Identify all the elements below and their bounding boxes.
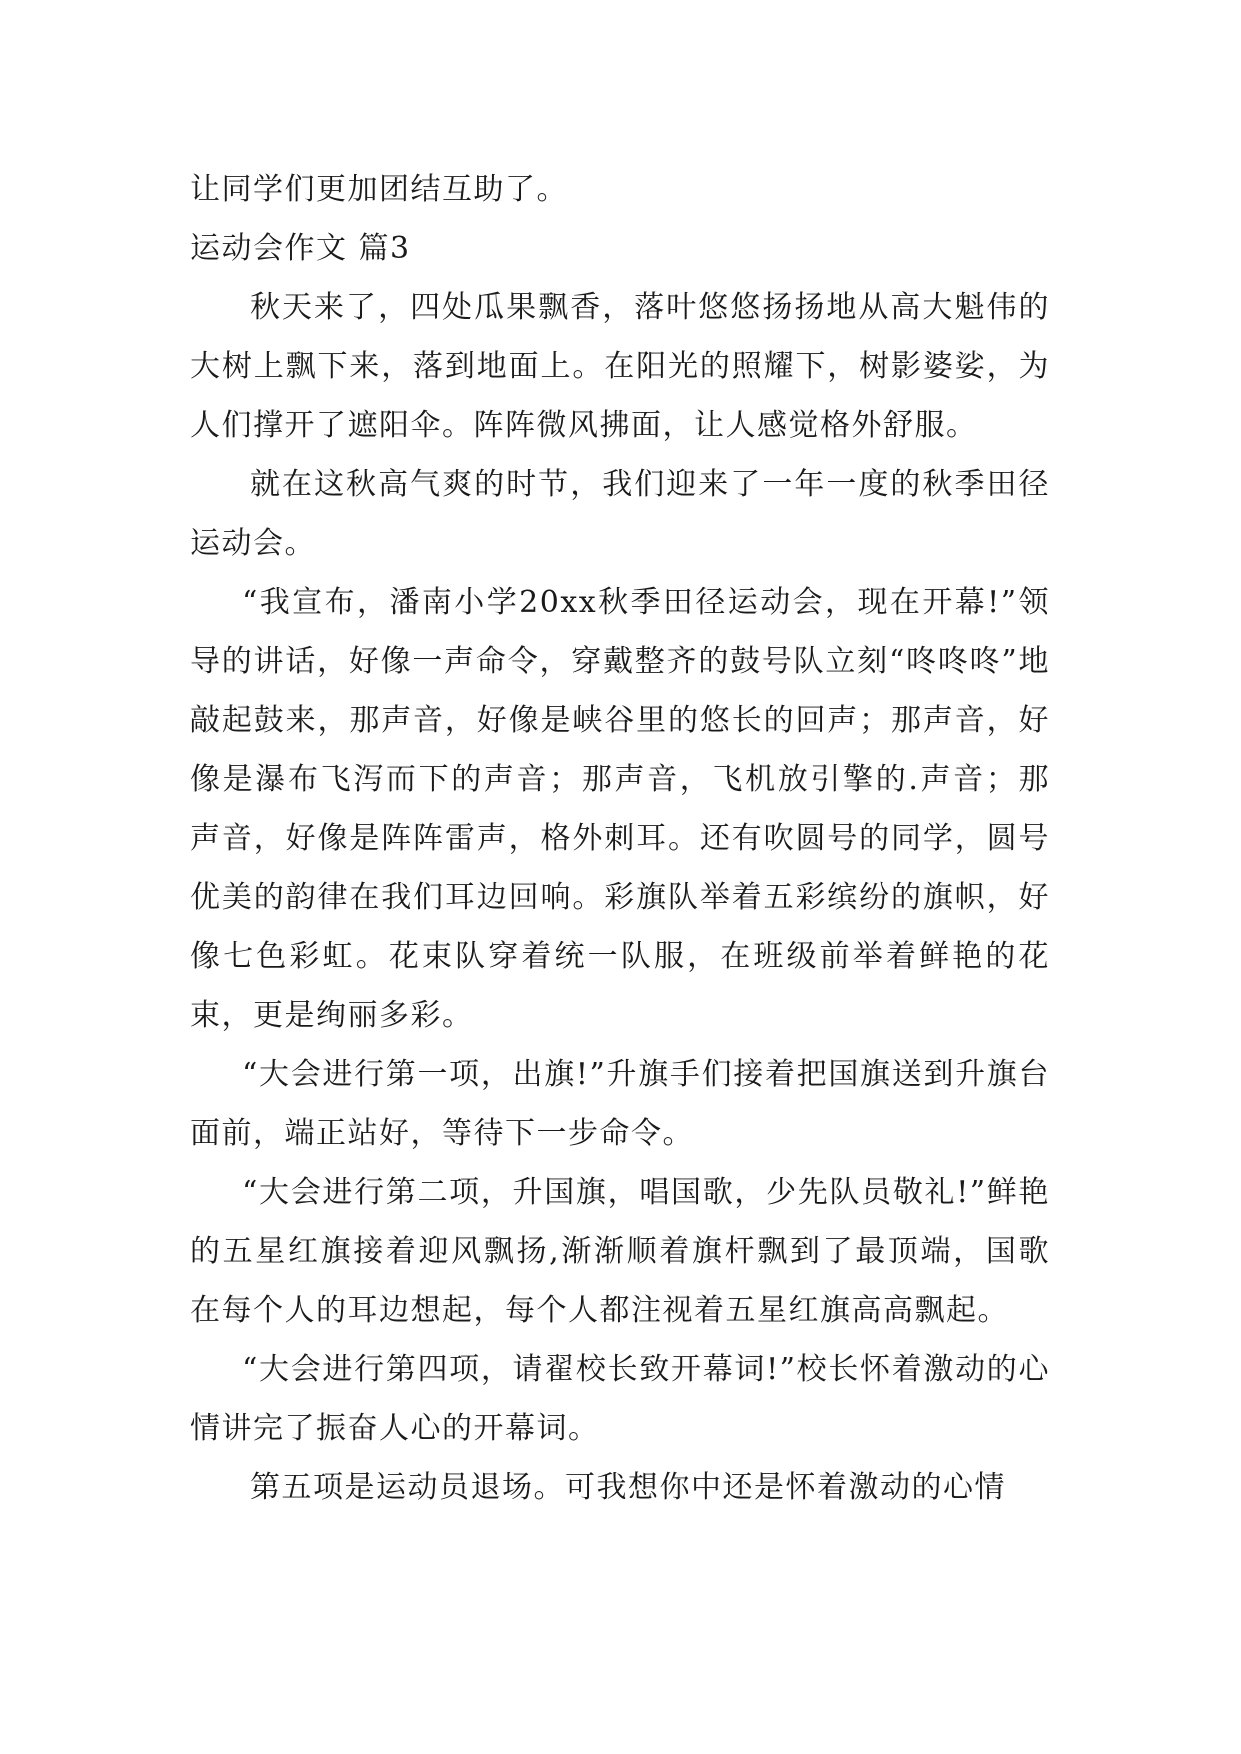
essay-heading: 运动会作文 篇3 (190, 231, 411, 266)
paragraph-sports-meet: 就在这秋高气爽的时节，我们迎来了一年一度的秋季田径运动会。 (190, 467, 1050, 561)
paragraph-continuation: 让同学们更加团结互助了。 (190, 172, 568, 207)
article-body (190, 160, 1050, 1517)
paragraph-flag-out: “大会进行第一项，出旗!”升旗手们接着把国旗送到升旗台面前，端正站好，等待下一步命令。 (190, 1057, 1050, 1151)
paragraph-athletes-exit: 第五项是运动员退场。可我想你中还是怀着激动的心情 (250, 1470, 1006, 1505)
paragraph-principal-speech: “大会进行第四项，请翟校长致开幕词!”校长怀着激动的心情讲完了振奋人心的开幕词。 (190, 1352, 1050, 1446)
paragraph-autumn: 秋天来了，四处瓜果飘香，落叶悠悠扬扬地从高大魁伟的大树上飘下来，落到地面上。在阳光的照耀下，树影婆娑，为人们撑开了遮阳伞。阵阵微风拂面，让人感觉格外舒服。 (190, 290, 1050, 443)
paragraph-opening: “我宣布，潘南小学20xx秋季田径运动会，现在开幕!”领导的讲话，好像一声命令，穿戴整齐的鼓号队立刻“咚咚咚”地敲起鼓来，那声音，好像是峡谷里的悠长的回声；那声音，好像是瀑布飞泻而下的声音；那声音，飞机放引擎的.声音；那声音，好像是阵阵雷声，格外刺耳。还有吹圆号的同学，圆号优美的韵律在我们耳边回响。彩旗队举着五彩缤纷的旗帜，好像七色彩虹。花束队穿着统一队服，在班级前举着鲜艳的花束，更是绚丽多彩。 (190, 585, 1050, 1033)
paragraph-flag-raise: “大会进行第二项，升国旗，唱国歌，少先队员敬礼!”鲜艳的五星红旗接着迎风飘扬,渐渐顺着旗杆飘到了最顶端，国歌在每个人的耳边想起，每个人都注视着五星红旗高高飘起。 (190, 1175, 1050, 1328)
